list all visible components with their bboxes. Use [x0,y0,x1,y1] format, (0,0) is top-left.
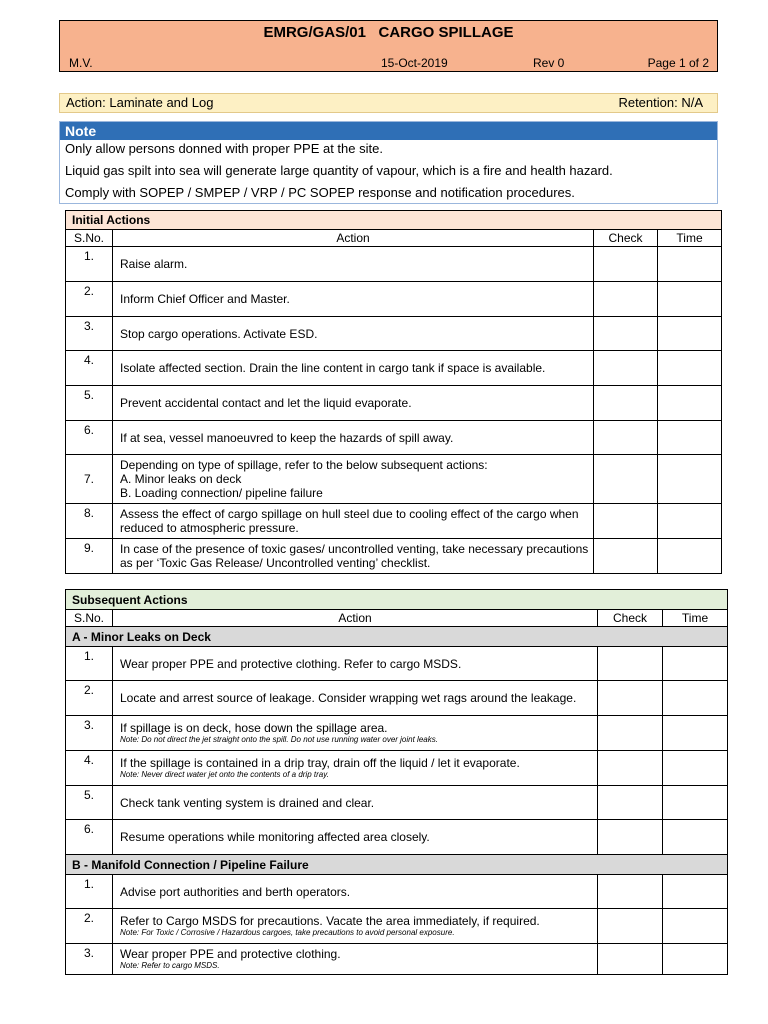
table-row [66,875,728,909]
table-row [66,944,728,975]
group-header-b [66,855,728,875]
time-cell[interactable] [663,875,728,909]
document-header [59,20,718,72]
time-cell[interactable] [658,539,722,574]
row-action-text: Wear proper PPE and protective clothing. [120,947,341,961]
initial-actions-title: Initial Actions [66,211,722,230]
row-number: 7. [66,455,113,504]
time-cell[interactable] [663,944,728,975]
group-header-a [66,627,728,647]
row-number: 5. [66,386,113,421]
table-row [66,351,722,386]
note-line: Only allow persons donned with proper PPE at the site. [65,141,383,156]
retention-text: Retention: N/A [618,95,703,110]
row-number: 1. [66,647,113,681]
table-row [66,716,728,751]
row-number: 1. [66,875,113,909]
time-cell[interactable] [663,647,728,681]
column-header-sno: S.No. [66,610,113,627]
row-action: Isolate affected section. Drain the line content in cargo tank if space is available. [113,351,594,386]
check-cell[interactable] [598,875,663,909]
document-date: 15-Oct-2019 [381,56,448,70]
note-line: Comply with SOPEP / SMPEP / VRP / PC SOPEP response and notification procedures. [65,185,575,200]
row-note: Note: Never direct water jet onto the contents of a drip tray. [120,770,329,779]
row-number: 3. [66,944,113,975]
time-cell[interactable] [658,282,722,317]
subsequent-actions-table [65,589,728,975]
column-header-time: Time [658,230,722,247]
table-row [66,282,722,317]
sub-action: B. Loading connection/ pipeline failure [120,486,323,500]
check-cell[interactable] [598,820,663,855]
action-text: Action: Laminate and Log [66,95,214,110]
check-cell[interactable] [594,539,658,574]
vessel-label: M.V. [69,56,93,70]
time-cell[interactable] [663,786,728,820]
row-action: Inform Chief Officer and Master. [113,282,594,317]
table-row [66,539,722,574]
sub-action: A. Minor leaks on deck [120,472,242,486]
row-note: Note: Do not direct the jet straight onto the spill. Do not use running water over joint leaks. [120,735,438,744]
time-cell[interactable] [663,751,728,786]
check-cell[interactable] [594,351,658,386]
time-cell[interactable] [663,820,728,855]
column-header-check: Check [594,230,658,247]
time-cell[interactable] [658,455,722,504]
time-cell[interactable] [663,909,728,944]
column-header-action: Action [113,230,594,247]
row-note: Note: Refer to cargo MSDS. [120,961,220,970]
row-number: 4. [66,751,113,786]
table-row [66,751,728,786]
row-action: Prevent accidental contact and let the liquid evaporate. [113,386,594,421]
row-number: 9. [66,539,113,574]
time-cell[interactable] [658,421,722,455]
table-header-row [66,230,722,247]
row-action: Assess the effect of cargo spillage on hull steel due to cooling effect of the cargo when reduced to atmospheric pressure. [113,504,594,539]
row-action-text: Refer to Cargo MSDS for precautions. Vacate the area immediately, if required. [120,914,540,928]
row-action-text: If spillage is on deck, hose down the spillage area. [120,721,388,735]
row-action: Advise port authorities and berth operators. [113,875,598,909]
row-action: If at sea, vessel manoeuvred to keep the hazards of spill away. [113,421,594,455]
table-header-row [66,610,728,627]
check-cell[interactable] [594,282,658,317]
check-cell[interactable] [598,909,663,944]
table-row [66,317,722,351]
check-cell[interactable] [598,647,663,681]
row-number: 2. [66,909,113,944]
row-number: 4. [66,351,113,386]
table-row [66,681,728,716]
column-header-action: Action [113,610,598,627]
row-number: 1. [66,247,113,282]
subsequent-actions-title: Subsequent Actions [66,590,728,610]
table-row [66,647,728,681]
check-cell[interactable] [594,386,658,421]
check-cell[interactable] [594,455,658,504]
row-number: 5. [66,786,113,820]
row-number: 6. [66,820,113,855]
check-cell[interactable] [594,504,658,539]
row-action-text: Depending on type of spillage, refer to the below subsequent actions: [120,458,488,472]
document-title: EMRG/GAS/01 CARGO SPILLAGE [263,24,514,41]
row-action [113,909,598,944]
check-cell[interactable] [594,247,658,282]
row-action: Raise alarm. [113,247,594,282]
row-note: Note: For Toxic / Corrosive / Hazardous cargoes, take precautions to avoid personal exposure. [120,928,455,937]
row-number: 3. [66,317,113,351]
check-cell[interactable] [594,421,658,455]
row-number: 3. [66,716,113,751]
time-cell[interactable] [663,681,728,716]
row-action [113,455,594,504]
check-cell[interactable] [594,317,658,351]
action-bar [59,93,718,113]
table-row [66,786,728,820]
table-row [66,386,722,421]
time-cell[interactable] [658,386,722,421]
row-action: Wear proper PPE and protective clothing. Refer to cargo MSDS. [113,647,598,681]
check-cell[interactable] [598,716,663,751]
table-row [66,421,722,455]
check-cell[interactable] [598,786,663,820]
row-action [113,944,598,975]
group-a-title: A - Minor Leaks on Deck [66,627,728,647]
time-cell[interactable] [658,351,722,386]
column-header-check: Check [598,610,663,627]
row-action [113,751,598,786]
check-cell[interactable] [598,681,663,716]
time-cell[interactable] [658,504,722,539]
table-row [66,820,728,855]
row-action: Locate and arrest source of leakage. Consider wrapping wet rags around the leakage. [113,681,598,716]
row-number: 8. [66,504,113,539]
column-header-sno: S.No. [66,230,113,247]
row-action [113,716,598,751]
initial-actions-table [65,210,722,574]
table-row [66,247,722,282]
group-b-title: B - Manifold Connection / Pipeline Failure [66,855,728,875]
check-cell[interactable] [598,751,663,786]
row-action-text: If the spillage is contained in a drip tray, drain off the liquid / let it evaporate. [120,756,520,770]
table-row [66,909,728,944]
row-action: Resume operations while monitoring affected area closely. [113,820,598,855]
row-action: Check tank venting system is drained and clear. [113,786,598,820]
row-action: In case of the presence of toxic gases/ uncontrolled venting, take necessary precautions as per ‘Toxic Gas Release/ Uncontrolled venting’ checklist. [113,539,594,574]
note-line: Liquid gas spilt into sea will generate large quantity of vapour, which is a fire and health hazard. [65,163,613,178]
row-number: 6. [66,421,113,455]
row-number: 2. [66,681,113,716]
note-heading: Note [60,122,717,140]
row-action: Stop cargo operations. Activate ESD. [113,317,594,351]
column-header-time: Time [663,610,728,627]
page-number: Page 1 of 2 [647,56,709,70]
table-row [66,455,722,504]
time-cell[interactable] [658,247,722,282]
check-cell[interactable] [598,944,663,975]
time-cell[interactable] [658,317,722,351]
document-revision: Rev 0 [533,56,565,70]
row-number: 2. [66,282,113,317]
table-row [66,504,722,539]
time-cell[interactable] [663,716,728,751]
note-box [59,121,718,204]
